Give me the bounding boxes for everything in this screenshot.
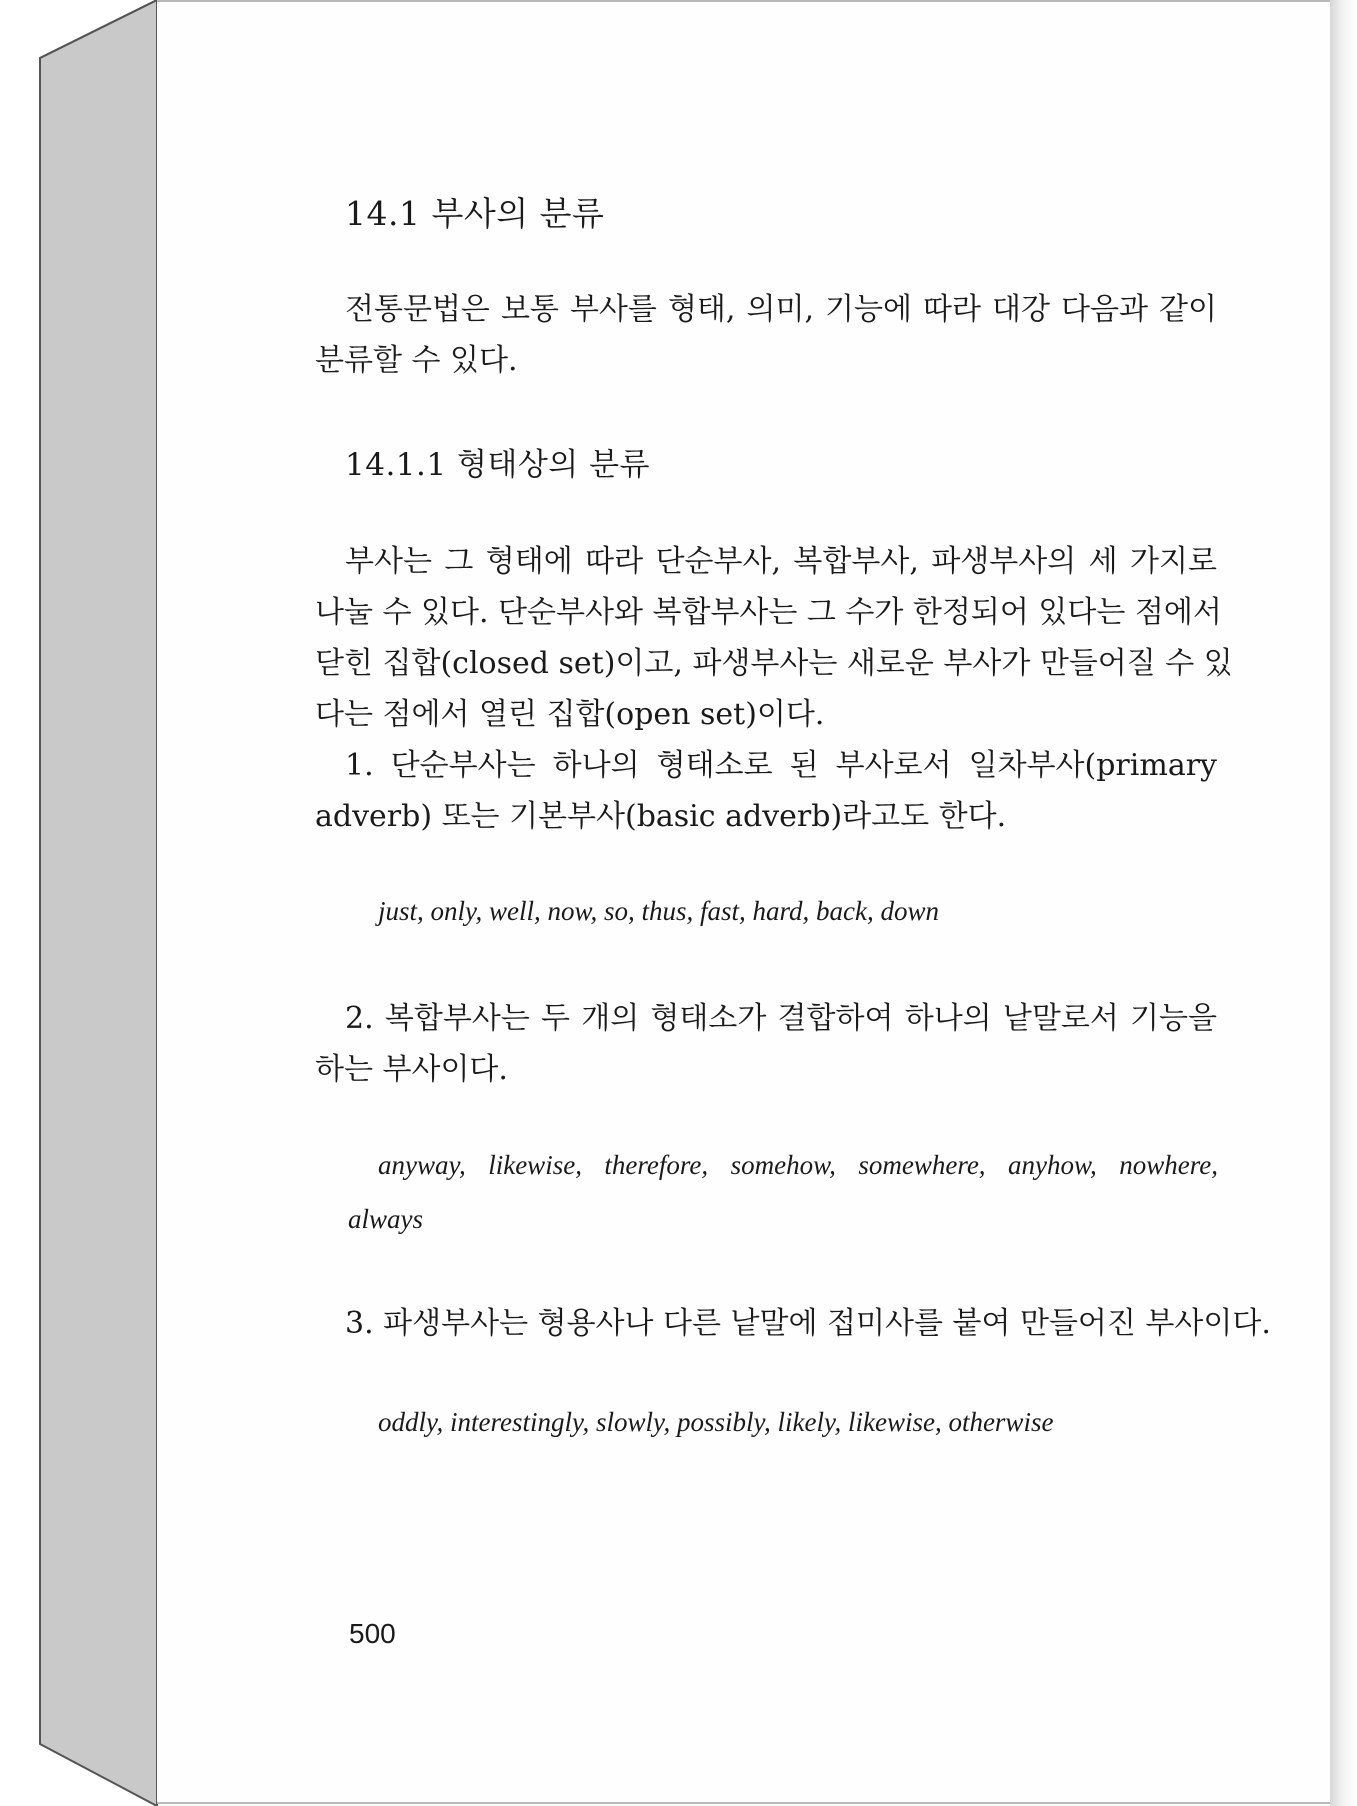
body-line-3: 닫힌 집합(closed set)이고, 파생부사는 새로운 부사가 만들어질 수 있 [315, 646, 1233, 681]
intro-line-1: 전통문법은 보통 부사를 형태, 의미, 기능에 따라 대강 다음과 같이 [345, 292, 1217, 327]
item-2-line-2: 하는 부사이다. [315, 1052, 508, 1087]
item-1-line-2: adverb) 또는 기본부사(basic adverb)라고도 한다. [315, 799, 1007, 834]
item-2-paragraph [315, 993, 1217, 1095]
page-number: 500 [349, 1618, 396, 1649]
examples-compound-adverbs-line-2: always [348, 1204, 424, 1234]
examples-compound-adverbs-line-1: anyway, likewise, therefore, somehow, somewhere, anyhow, nowhere, [378, 1150, 1218, 1180]
examples-derived-adverbs: oddly, interestingly, slowly, possibly, likely, likewise, otherwise [378, 1407, 1054, 1437]
item-3-line: 3. 파생부사는 형용사나 다른 낱말에 접미사를 붙여 만들어진 부사이다. [345, 1306, 1271, 1341]
item-2-line-1: 2. 복합부사는 두 개의 형태소가 결합하여 하나의 낱말로서 기능을 [345, 1001, 1217, 1036]
item-1-line-1: 1. 단순부사는 하나의 형태소로 된 부사로서 일차부사(primary [345, 748, 1217, 783]
body-line-4: 다는 점에서 열린 집합(open set)이다. [315, 697, 825, 732]
section-title: 14.1 부사의 분류 [345, 194, 605, 233]
body-line-2: 나눌 수 있다. 단순부사와 복합부사는 그 수가 한정되어 있다는 점에서 [315, 595, 1222, 630]
body-paragraph [315, 536, 1233, 740]
examples-simple-adverbs: just, only, well, now, so, thus, fast, hard, back, down [378, 896, 940, 926]
intro-paragraph [315, 284, 1217, 386]
body-line-1: 부사는 그 형태에 따라 단순부사, 복합부사, 파생부사의 세 가지로 [345, 544, 1217, 579]
intro-line-2: 분류할 수 있다. [315, 343, 518, 378]
page-edge-shadow [1330, 0, 1357, 1806]
item-3-paragraph [315, 1298, 1271, 1349]
item-1-paragraph [315, 740, 1217, 842]
subsection-title: 14.1.1 형태상의 분류 [345, 447, 650, 483]
